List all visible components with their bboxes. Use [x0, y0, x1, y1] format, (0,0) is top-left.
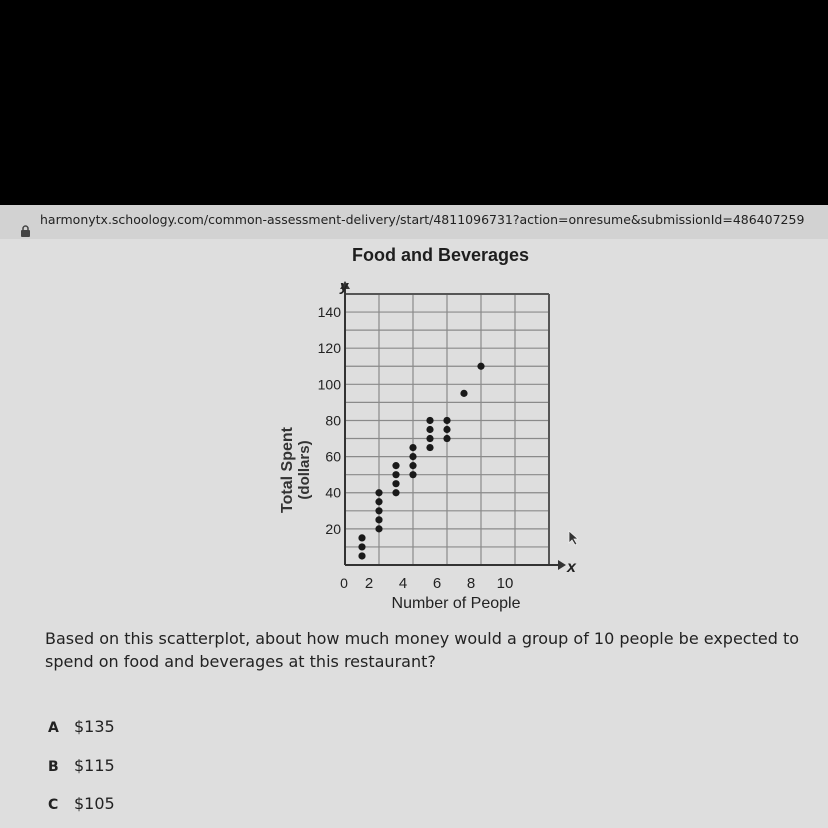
- choice-text: $115: [74, 756, 115, 775]
- data-point: [392, 471, 399, 478]
- data-point: [375, 525, 382, 532]
- data-point: [375, 507, 382, 514]
- choice-b[interactable]: [48, 756, 115, 775]
- data-point: [392, 480, 399, 487]
- chart-title: Food and Beverages: [352, 245, 530, 265]
- choice-c[interactable]: [48, 794, 115, 813]
- browser-window: [0, 205, 828, 828]
- mouse-pointer-icon: [568, 530, 580, 546]
- y-axis-letter: y: [340, 278, 349, 295]
- data-point: [392, 489, 399, 496]
- data-point: [375, 498, 382, 505]
- data-point: [409, 462, 416, 469]
- x-tick-label: 2: [364, 575, 374, 592]
- x-axis-label: Number of People: [391, 595, 521, 612]
- x-tick-label: 6: [432, 575, 442, 592]
- x-tick-label: 10: [496, 575, 514, 592]
- y-axis-label: Total Spent: [279, 427, 296, 513]
- data-point: [409, 453, 416, 460]
- data-point: [358, 543, 365, 550]
- y-tick-label: 40: [325, 484, 341, 501]
- choice-text: $105: [74, 794, 115, 813]
- data-point: [426, 435, 433, 442]
- scatter-chart: [260, 275, 600, 620]
- y-tick-label: 60: [325, 448, 341, 465]
- url-text[interactable]: harmonytx.schoology.com/common-assessment-delivery/start/4811096731?action=onresume&submissionId=486407259: [40, 212, 805, 227]
- chart-points: [358, 363, 484, 560]
- data-point: [426, 417, 433, 424]
- data-point: [358, 552, 365, 559]
- data-point: [477, 363, 484, 370]
- y-tick-label: 120: [317, 340, 341, 357]
- x-tick-label: 8: [466, 575, 476, 592]
- address-bar[interactable]: [0, 205, 828, 239]
- data-point: [426, 444, 433, 451]
- lock-icon: [20, 225, 31, 237]
- y-tick-label: 100: [317, 376, 341, 393]
- question-text: Based on this scatterplot, about how much money would a group of 10 people be expected to spend on food and beverages at this restaurant?: [45, 629, 800, 671]
- data-point: [392, 462, 399, 469]
- x-tick-label: 4: [398, 575, 408, 592]
- origin-label: 0: [340, 575, 348, 591]
- data-point: [358, 534, 365, 541]
- y-tick-label: 80: [325, 412, 341, 429]
- data-point: [426, 426, 433, 433]
- choice-letter: A: [48, 720, 59, 736]
- choice-a[interactable]: [48, 717, 115, 736]
- data-point: [409, 444, 416, 451]
- data-point: [443, 426, 450, 433]
- choice-text: $135: [74, 717, 115, 736]
- y-tick-label: 140: [317, 304, 341, 321]
- x-axis-letter: x: [567, 559, 576, 576]
- data-point: [375, 516, 382, 523]
- data-point: [375, 489, 382, 496]
- choice-letter: C: [48, 797, 59, 813]
- data-point: [443, 417, 450, 424]
- x-axis-arrow: [558, 560, 566, 570]
- data-point: [409, 471, 416, 478]
- y-axis-unit-label: (dollars): [296, 440, 313, 500]
- data-point: [460, 390, 467, 397]
- data-point: [443, 435, 450, 442]
- y-tick-label: 20: [325, 520, 341, 537]
- choice-letter: B: [48, 759, 59, 775]
- chart-axes: [340, 281, 566, 570]
